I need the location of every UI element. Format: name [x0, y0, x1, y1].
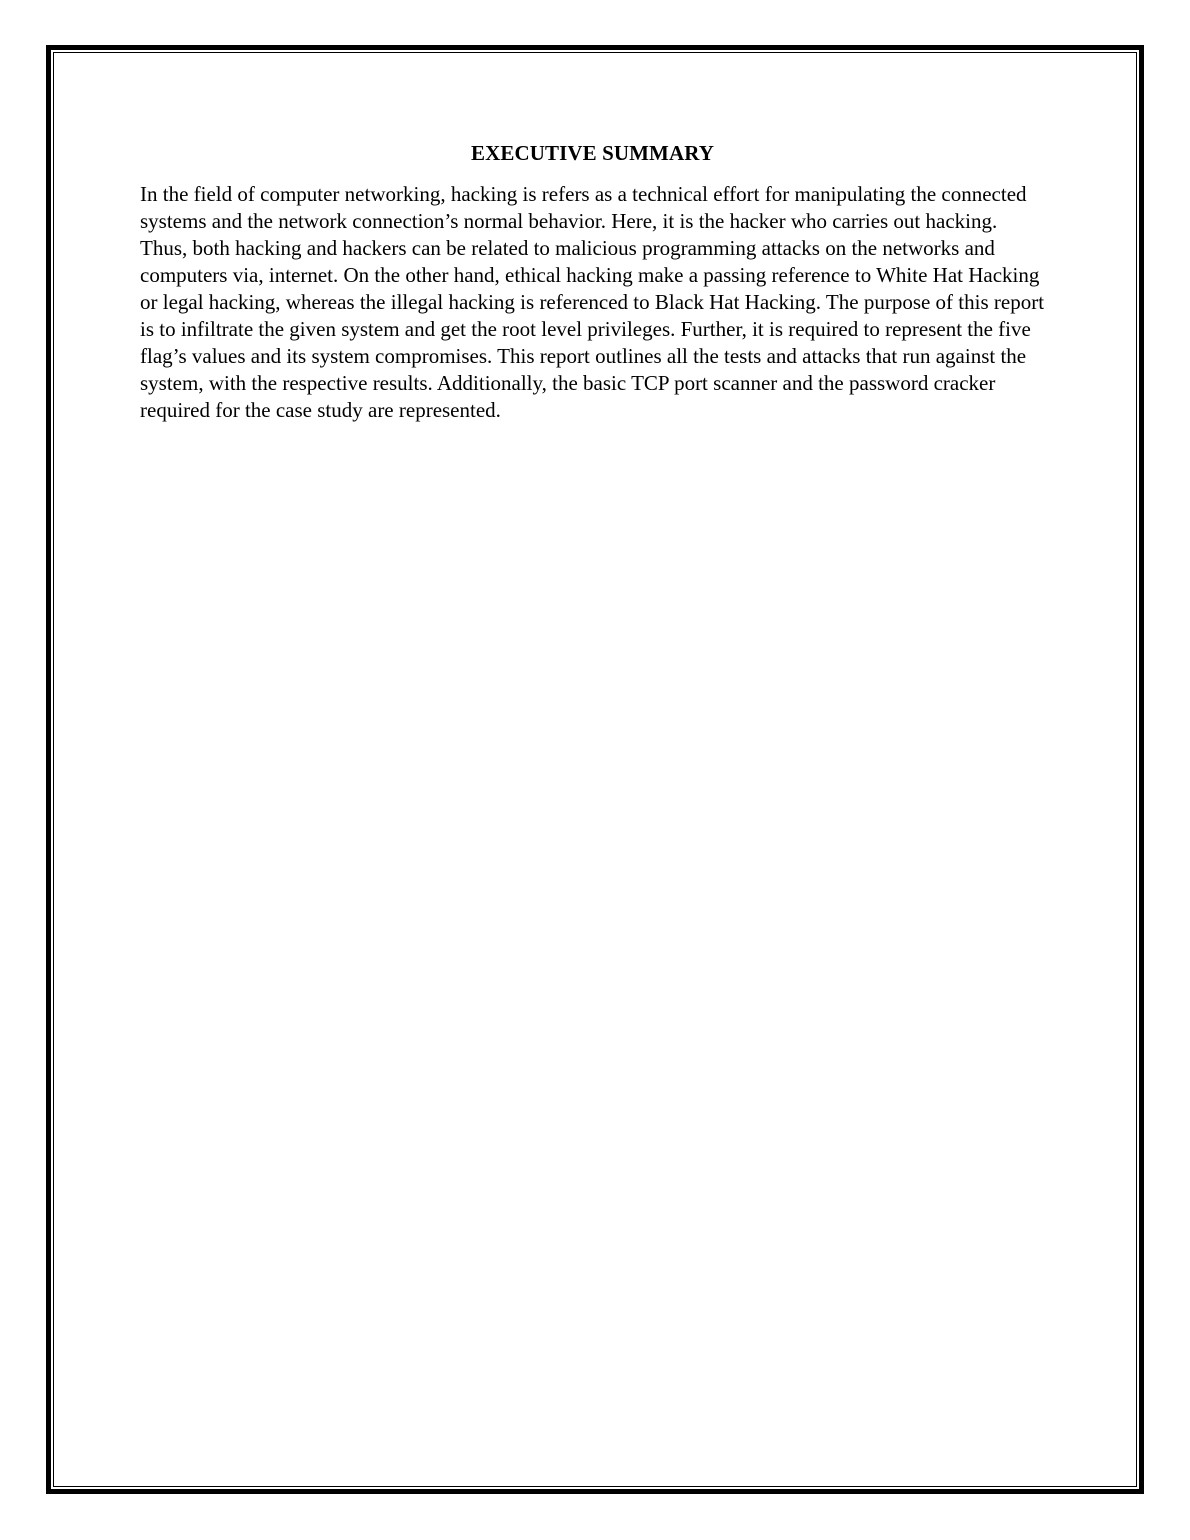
document-content — [140, 139, 1045, 424]
section-heading: EXECUTIVE SUMMARY — [470, 141, 715, 165]
summary-paragraph: In the field of computer networking, hacking is refers as a technical effort for manipulating the connected systems and the network connection’s normal behavior. Here, it is the hacker who carries out hacking. Thus, both hacking and hackers can be related to malicious programming attacks on the networks and computers via, internet. On the other hand, ethical hacking make a passing reference to White Hat Hacking or legal hacking, whereas the illegal hacking is referenced to Black Hat Hacking. The purpose of this report is to infiltrate the given system and get the root level privileges. Further, it is required to represent the five flag’s values and its system compromises. This report outlines all the tests and attacks that run against the system, with the respective results. Additionally, the basic TCP port scanner and the password cracker required for the case study are represented. — [140, 182, 1045, 422]
